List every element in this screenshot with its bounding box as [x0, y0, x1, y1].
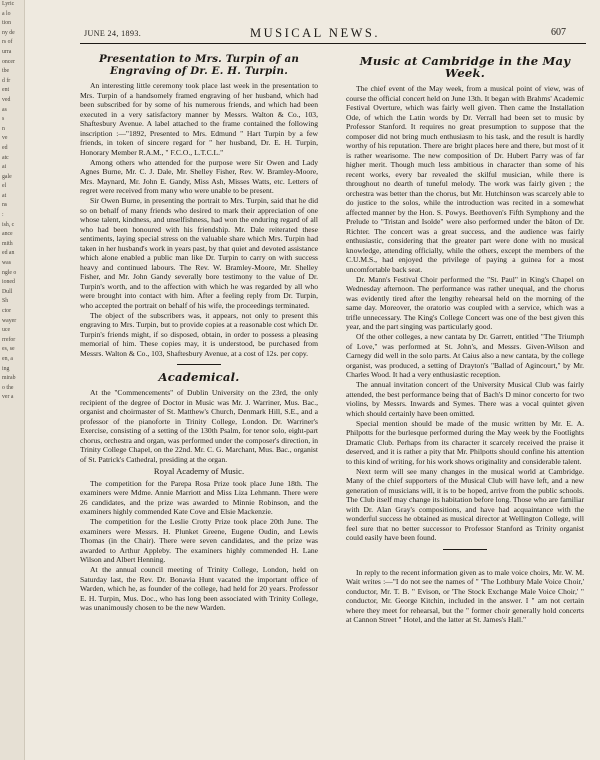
header-rule [80, 43, 586, 44]
margin-fragment: ngle o [2, 269, 17, 276]
article-paragraph: The object of the subscribers was, it appears, not only to present this engraving to Mrs. Turpin, but to provide copies at a reasonable cost which Dr. Turpin's friends might, if so disposed, obtain, in order to possess a pleasing memorial of him. These copies may, it is understood, be purchased from Messrs. Walton & Co., 103, Shaftesbury Avenue, at a cost of 12s. per copy. [80, 310, 318, 358]
margin-fragment: Lyric [2, 1, 15, 7]
article-paragraph: Among others who attended for the purpose were Sir Owen and Lady Agnes Burne, Mr. C. J. Dale, Mr. Shelley Fisher, Rev. W. Bramley-Moore, Mrs. Maynard, Mr. John E. Gandy, Miss Ash, Misses Watts, etc. Letters of regret were received from many who were unable to be present. [80, 157, 318, 195]
margin-fragment: ent [2, 87, 10, 94]
margin-fragment: tion [2, 20, 12, 27]
margin-fragment: Sh [2, 298, 9, 305]
margin-fragment: rrefor [2, 336, 16, 343]
article-paragraph: Dr. Mann's Festival Choir performed the "St. Paul" in King's Chapel on Wednesday afternoon. The performance was rather unequal, and the chorus was evidently tired after the lengthy rehearsal held on the morning of the same day. Moreover, the oratorio was coupled with a service, which was a trifle unnecessary. The King's College Concert was one of the best given this year, and the part singing was particularly good. [346, 274, 584, 331]
margin-fragment: mirab [2, 375, 16, 382]
margin-fragment: ing [2, 365, 10, 372]
margin-fragment: was [2, 260, 12, 267]
page-number: 607 [551, 27, 566, 38]
margin-fragment: n [2, 125, 5, 132]
margin-fragment: s [2, 116, 5, 123]
article-paragraph: The chief event of the May week, from a musical point of view, was of course the official concert held on June 13th. It began with Brahms' Academic Festival Overture, which was fairly well given. Then came the Installation Ode, of which the Latin words by Dr. Verrall had been set to music by Professor Stanford. It requires no great presumption to suppose that the composer did not bring much enthusiasm to his task, and the result is hardly worthy of his reputation. There are bright places here and there, but most of it is rather wearisome. The new composition of Dr. Hubert Parry was of far higher merit. Though much less ambitious in character than some of his recent works, every bar revealed the skilful musician, while there is throughout no dearth of tuneful melody. The work was fairly given ; the orchestra was better than the chorus, but Mr. Hutchinson was scarcely able to do justice to the solos, while the introduction was recited in a somewhat affected manner by the Hon. S. Powys. Beethoven's Fifth Symphony and the Prelude to "Tristan and Isolde" were also performed under the bâton of Dr. Richter. The concert was a great success, and the audience was fairly enthusiastic, considering that the greater part were done with no musical knowledge, attending officially, while the others, except the members of the C.U.M.S., had enjoyed the privilege of paying a guinea for a most uncomfortable back seat. [346, 84, 584, 274]
article-paragraph: The competition for the Parepa Rosa Prize took place June 18th. The examiners were Mdme. Annie Marriott and Miss Liza Lehmann. There were 26 candidates, and the prize was awarded to Minnie Robinson, and the examiners highly commended Kate Cove and Elsie Mackenzie. [80, 478, 318, 516]
royal-academy-subheading: Royal Academy of Music. [153, 466, 245, 476]
margin-fragment: urra [2, 48, 12, 55]
margin-fragment: ai [2, 164, 7, 171]
article-paragraph: Of the other colleges, a new cantata by Dr. Garrett, entitled "The Triumph of Love," was performed at St. John's, and Messrs. Given-Wilson and Carnegy did well in the solo parts. At Caius also a new cantata, by the college organist, was produced, a setting of Drayton's "Ballad of Agincourt," by Mr. Charles Wood. It had a very enthusiastic reception. [346, 332, 584, 379]
article-paragraph: At the "Commencements" of Dublin University on the 23rd, the only recipient of the degree of Doctor in Music was Mr. J. Warriner, Mus. Bac., organist and choirmaster of St. Matthew's Church, Denmark Hill, S.E., and a professor of the pianoforte in Trinity College, London. Dr. Warriner's Exercise, consisting of a setting of the 130th Psalm, for tenor solo, eight-part chorus, orchestra and organ, was performed under the composer's direction, in Trinity College Chapel, on the 22nd. Mr. C. G. Marchant, Mus. Bac., organist of St. Patrick's Cathedral, presiding at the organ. [80, 388, 318, 464]
margin-fragment: o the [2, 384, 14, 391]
margin-fragment: ed an [2, 250, 15, 257]
margin-fragment: ved [2, 96, 11, 103]
section-divider [443, 549, 487, 550]
margin-fragment: at [2, 192, 7, 199]
margin-fragment: gale [2, 173, 12, 180]
article-paragraph: At the annual council meeting of Trinity College, London, held on Saturday last, the Rev. Dr. Bonavia Hunt vacated the important office of Warden, which he, as founder of the college, had held for 20 years. Professor E. H. Turpin, Mus. Doc., who has long been associated with Trinity College, was unanimously chosen to be the new Warden. [80, 565, 318, 612]
margin-fragment: el [2, 183, 7, 190]
article-paragraph: Sir Owen Burne, in presenting the portrait to Mrs. Turpin, said that he did so on behalf of many friends who desired to mark their appreciation of one whose talent, kindness, and unselfishness, had won the enduring regard of all who had been honoured with his friendship. Mr. Dale reiterated these sentiments, laying special stress on the valuable share which Mrs. Turpin had taken in her husband's work in years past, by that quiet and devoted assistance which alone enabled a public man like Dr. Turpin to carry on with success heavy and continued labours. The Rev. W. Bramley-Moore, Mr. Shelley Fisher, and Mr. John Gandy severally bore testimony to the value of Dr. Turpin's worth, and to the affection with which he was regarded by all who were brought into contact with him. After a feeling reply from Dr. Turpin, who accepted the portrait on behalf of his wife, the proceedings terminated. [80, 196, 318, 310]
masthead-title: MUSICAL NEWS. [250, 26, 380, 40]
margin-fragment: en, a [2, 355, 13, 362]
article-paragraph: Next term will see many changes in the musical world at Cambridge. Many of the chief supporters of the Musical Club will have left, and a new generation of musicians will, it is to be hoped, arrive from the public schools. The Club itself may change its habitation before long. Those who are familiar with Dr. Alan Gray's compositions, and have had acquaintance with the wonderful success he obtained as musical director at Wellington College, will feel sure that no better successor to Professor Stanford as Trinity organist could easily have been found. [346, 466, 584, 542]
margin-fragment: ctor [2, 308, 12, 314]
article-paragraph: The annual invitation concert of the University Musical Club was fairly attended, the best performance being that of Bach's D minor concerto for two violins, by Messrs. Inwards and Symes. There was a vocal quintet given which should certainly have been omitted. [346, 380, 584, 418]
cambridge-heading: Music at Cambridge in the May Week. [359, 54, 571, 80]
running-header [40, 26, 590, 40]
right-column [346, 50, 584, 625]
margin-fragment: ver a [2, 394, 14, 401]
article-paragraph: An interesting little ceremony took place last week in the presentation to Mrs. Turpin of a handsomely framed engraving of her husband, which had been subscribed for by some of his numerous friends, and which had been executed in a very satisfactory manner by Messrs. Walton & Co., 103, Shaftesbury Avenue. A label attached to the frame contained the following inscription :—"1892, Presented to Mrs. Edmund " Hart Turpin by a few friends, in token of sincere regard for " her husband, Dr. E. H. Turpin, Honorary Member R.A.M., " F.C.O., L.T.C.L." [80, 81, 318, 157]
margin-fragment: mith [2, 240, 13, 247]
issue-date: JUNE 24, 1893. [84, 29, 142, 38]
margin-fragment: ny de [2, 29, 15, 36]
margin-fragment: ance [2, 231, 13, 238]
margin-fragment: oncer [2, 58, 15, 65]
turpin-presentation-heading: Presentation to Mrs. Turpin of an Engraving of Dr. E. H. Turpin. [98, 53, 300, 77]
margin-fragment: ioned [2, 279, 15, 286]
left-column [80, 50, 318, 613]
margin-fragment: uce [2, 327, 11, 334]
margin-fragment: ish, c [2, 221, 15, 228]
margin-fragment: d fr [2, 77, 11, 84]
margin-fragment: atc [2, 154, 9, 161]
section-divider [177, 364, 221, 365]
margin-fragment: Dull [2, 288, 13, 295]
margin-fragment: : [2, 212, 4, 219]
margin-fragment: tbe [2, 68, 10, 75]
margin-fragment: as [2, 106, 7, 113]
margin-fragment: ve [2, 135, 8, 142]
academical-heading: Academical. [158, 370, 240, 384]
article-paragraph: In reply to the recent information given as to male voice choirs, Mr. W. M. Wait writes :—"I do not see the names of " 'The Lothbury Male Voice Choir,' conductor, Mr. T. B. " Evison, or 'The Stock Exchange Male Voice Choir,' " conductor, Mr. George Kitchin, included in the answer. I " am not certain where they meet for rehearsal, but the " former choir generally hold concerts at Cannon Street " Hotel, and the latter at St. James's Hall." [346, 567, 584, 624]
margin-fragment: es, se [2, 346, 15, 353]
margin-fragment: ns [2, 202, 8, 209]
margin-fragment: a lo [2, 10, 11, 17]
margin-fragment: rs of [2, 39, 13, 46]
margin-fragment: ed [2, 144, 8, 151]
article-paragraph: Special mention should be made of the music written by Mr. E. A. Philpotts for the burlesque performed during the May week by the Footlights Dramatic Club. Perhaps from its character it scarcely received the praise it deserved, and it is rather a pity that Mr. Philpotts should confine his attention to this kind of writing, for his work shows originality and considerable talent. [346, 418, 584, 466]
article-paragraph: The competition for the Leslie Crotty Prize took place 20th June. The examiners were Messrs. H. Plunket Greene, Eugene Oudin, and Lewis Thomas (in the Chair). There were seven candidates, and the prize was awarded to Arthur Appleby. The examiners highly commended H. Lane Wilson and Albert Henning. [80, 517, 318, 564]
margin-fragment: wayer [2, 317, 17, 324]
adjacent-page-margin [0, 0, 25, 760]
